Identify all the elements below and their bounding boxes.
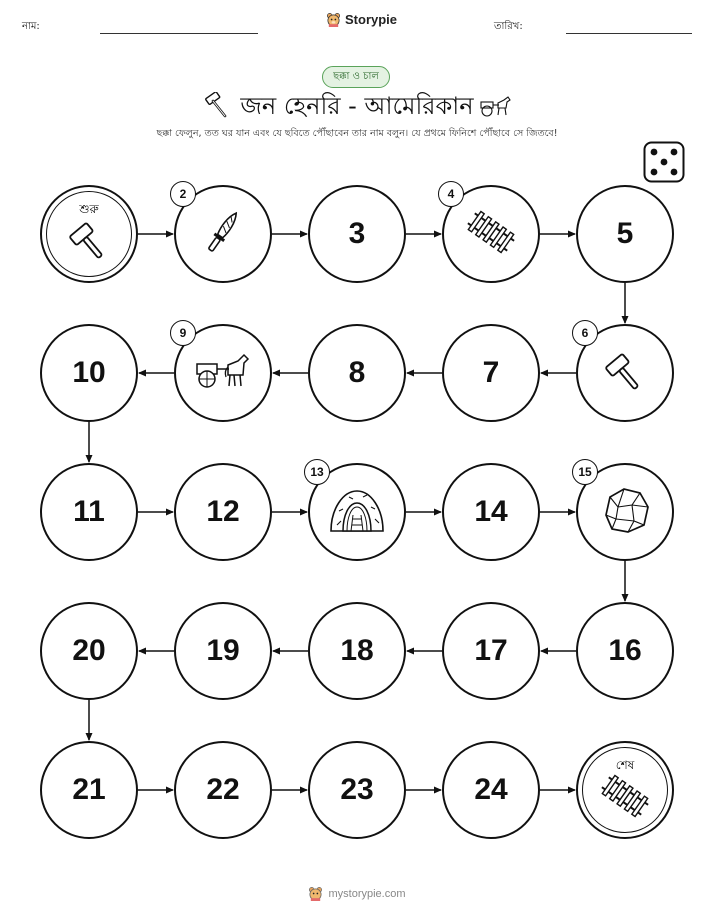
cell-number: 20 bbox=[72, 634, 106, 667]
cell-number: 21 bbox=[72, 773, 106, 806]
board-cell bbox=[40, 741, 138, 839]
board-cell bbox=[576, 602, 674, 700]
board-cell bbox=[40, 463, 138, 561]
board-cell bbox=[442, 324, 540, 422]
brand-name: Storypie bbox=[345, 12, 398, 27]
board-cell bbox=[308, 741, 406, 839]
cell-number-badge: 13 bbox=[304, 459, 330, 485]
board-cell bbox=[40, 324, 138, 422]
cell-number-badge: 9 bbox=[170, 320, 196, 346]
date-label: তারিখ: bbox=[494, 21, 523, 32]
board-cell bbox=[40, 602, 138, 700]
game-type-badge: ছক্কা ও চাল bbox=[322, 66, 390, 88]
cell-number: 5 bbox=[616, 217, 634, 250]
cell-number: 8 bbox=[348, 356, 366, 389]
board-cell bbox=[174, 463, 272, 561]
board-cell bbox=[576, 185, 674, 283]
cell-number: 24 bbox=[474, 773, 508, 806]
finish-label: শেষ bbox=[615, 758, 635, 772]
cell-number: 7 bbox=[482, 356, 500, 389]
tunnel-icon bbox=[327, 485, 387, 539]
board-cell bbox=[174, 185, 272, 283]
board-cell bbox=[308, 463, 406, 561]
board-cell bbox=[442, 602, 540, 700]
board-cell bbox=[308, 185, 406, 283]
board-cell bbox=[576, 324, 674, 422]
cell-number: 11 bbox=[73, 495, 105, 528]
cell-number: 10 bbox=[72, 356, 106, 389]
footer bbox=[0, 886, 714, 901]
cell-number: 18 bbox=[340, 634, 374, 667]
cell-number-badge: 6 bbox=[572, 320, 598, 346]
board-cell bbox=[442, 741, 540, 839]
knife-icon bbox=[200, 207, 246, 261]
bear-logo-icon bbox=[308, 886, 323, 901]
cell-number: 19 bbox=[206, 634, 240, 667]
cell-number-badge: 4 bbox=[438, 181, 464, 207]
cell-number-badge: 2 bbox=[170, 181, 196, 207]
cell-number: 23 bbox=[340, 773, 374, 806]
start-cell bbox=[40, 185, 138, 283]
finish-cell bbox=[576, 741, 674, 839]
board-cell bbox=[174, 324, 272, 422]
footer-url: mystorypie.com bbox=[328, 887, 406, 900]
start-label: শুরু bbox=[79, 202, 99, 216]
board-cell bbox=[174, 602, 272, 700]
board-cell bbox=[576, 463, 674, 561]
hammer-icon bbox=[602, 348, 648, 398]
board-cell bbox=[308, 602, 406, 700]
cell-number: 3 bbox=[348, 217, 366, 250]
cell-number: 17 bbox=[474, 634, 508, 667]
cell-number: 16 bbox=[608, 634, 642, 667]
cell-number: 12 bbox=[206, 495, 240, 528]
board-cell bbox=[308, 324, 406, 422]
cell-number: 14 bbox=[474, 495, 508, 528]
board-cell bbox=[442, 185, 540, 283]
railroad-track-icon bbox=[465, 210, 517, 258]
board-cell bbox=[174, 741, 272, 839]
name-label: নাম: bbox=[22, 21, 40, 32]
instructions: ছক্কা ফেলুন, তত ঘর যান এবং যে ছবিতে পৌঁছাবেন তার নাম বলুন। যে প্রথমে ফিনিশে পৌঁছাবে সে জিতবে! bbox=[156, 128, 558, 139]
hammer-icon bbox=[66, 217, 112, 267]
cell-number-badge: 15 bbox=[572, 459, 598, 485]
cell-number: 22 bbox=[206, 773, 240, 806]
railroad-track-icon bbox=[599, 774, 651, 822]
page-title: জন হেনরি - আমেরিকান bbox=[240, 92, 474, 120]
horse-cart-icon bbox=[194, 351, 252, 395]
rock-icon bbox=[598, 485, 652, 539]
board-cell bbox=[442, 463, 540, 561]
